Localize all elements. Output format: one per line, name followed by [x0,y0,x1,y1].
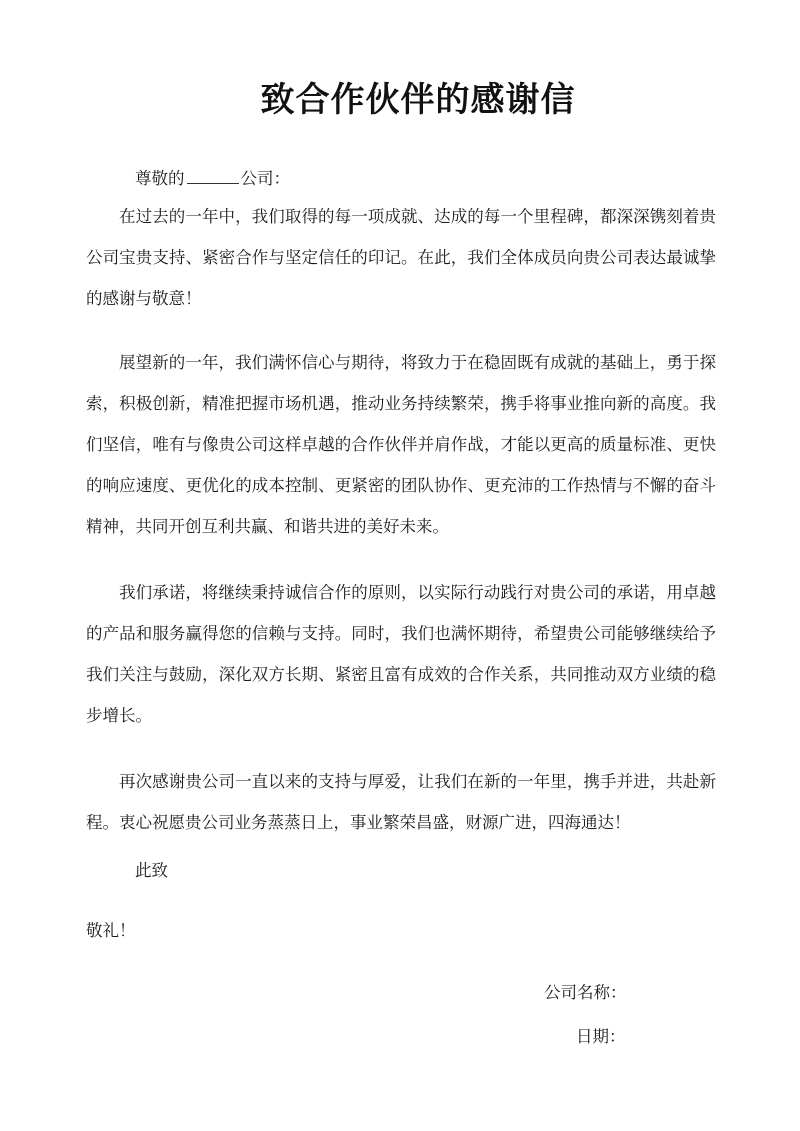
closing-salutation-1: 此致 [135,861,168,880]
paragraph-4: 再次感谢贵公司一直以来的支持与厚爱，让我们在新的一年里，携手并进，共赴新程。衷心祝愿贵公司业务蒸蒸日上，事业繁荣昌盛，财源广进，四海通达！ [86,772,716,832]
signature-date-label: 日期： [576,1027,626,1046]
paragraph-1: 在过去的一年中，我们取得的每一项成就、达成的每一个里程碑，都深深镌刻着贵公司宝贵支持、紧密合作与坚定信任的印记。在此，我们全体成员向贵公司表达最诚挚的感谢与敬意！ [86,207,716,308]
letter-title: 致合作伙伴的感谢信 [260,80,576,120]
greeting-prefix: 尊敬的 [135,169,185,188]
greeting-suffix: 公司： [240,169,290,188]
paragraph-2: 展望新的一年，我们满怀信心与期待，将致力于在稳固既有成就的基础上，勇于探索，积极创新，精准把握市场机遇，推动业务持续繁荣，携手将事业推向新的高度。我们坚信，唯有与像贵公司这样卓越的合作伙伴并肩作战，才能以更高的质量标准、更快的响应速度、更优化的成本控制、更紧密的团队协作、更充沛的工作热情与不懈的奋斗精神，共同开创互利共赢、和谐共进的美好未来。 [86,353,716,536]
company-name-blank [187,165,239,184]
signature-company-label: 公司名称： [544,983,627,1002]
greeting-line [135,158,765,199]
paragraph-3: 我们承诺，将继续秉持诚信合作的原则，以实际行动践行对贵公司的承诺，用卓越的产品和服务赢得您的信赖与支持。同时，我们也满怀期待，希望贵公司能够继续给予我们关注与鼓励，深化双方长期、紧密且富有成效的合作关系，共同推动双方业绩的稳步增长。 [86,583,716,725]
closing-salutation-2: 敬礼！ [86,921,136,940]
